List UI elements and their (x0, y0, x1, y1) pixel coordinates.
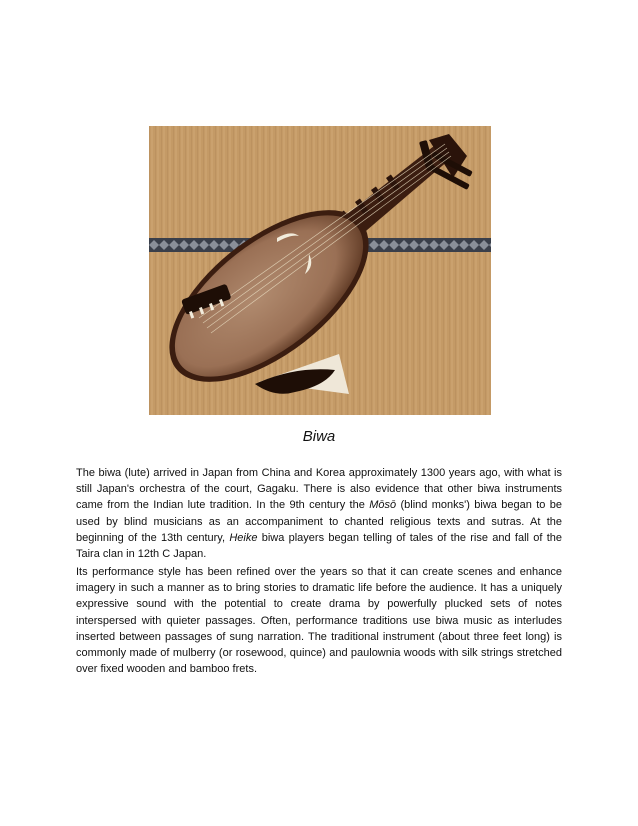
history-text-2: (blind monks') biwa began to be used by blind musicians as an accompaniment to chanted religious texts and sutras. At the beginning of the 13th century, (76, 499, 562, 544)
moso-term: Mōsō (369, 499, 397, 512)
biwa-photo (149, 126, 491, 415)
history-text-1: The biwa (lute) arrived in Japan from China and Korea approximately 1300 years ago, with what is still Japan's orchestra of the court, Gagaku. There is also evidence that other biwa instruments came from the Indian lute tradition. In the 9th century the (76, 467, 562, 512)
performance-text: Its performance style has been refined over the years so that it can create scenes and enhance imagery in such a manner as to bring stories to dramatic life before the audience. It has a uniquely expressive sound with the potential to create drama by powerfully plucked sets of notes interspersed with quieter passages. Often, performance traditions use biwa music as interludes inserted between passages of sung narration. The traditional instrument (about three feet long) is commonly made of mulberry (or rosewood, quince) and paulownia woods with silk strings stretched over fixed wooden and bamboo frets. (76, 566, 562, 676)
heike-term: Heike (229, 531, 258, 544)
figure-caption: Biwa (302, 428, 336, 445)
paragraph-performance (76, 564, 562, 677)
history-text-3: biwa players began telling of tales of the rise and fall of the Taira clan in 12th C Japan. (76, 531, 562, 561)
paragraph-history (76, 465, 562, 562)
